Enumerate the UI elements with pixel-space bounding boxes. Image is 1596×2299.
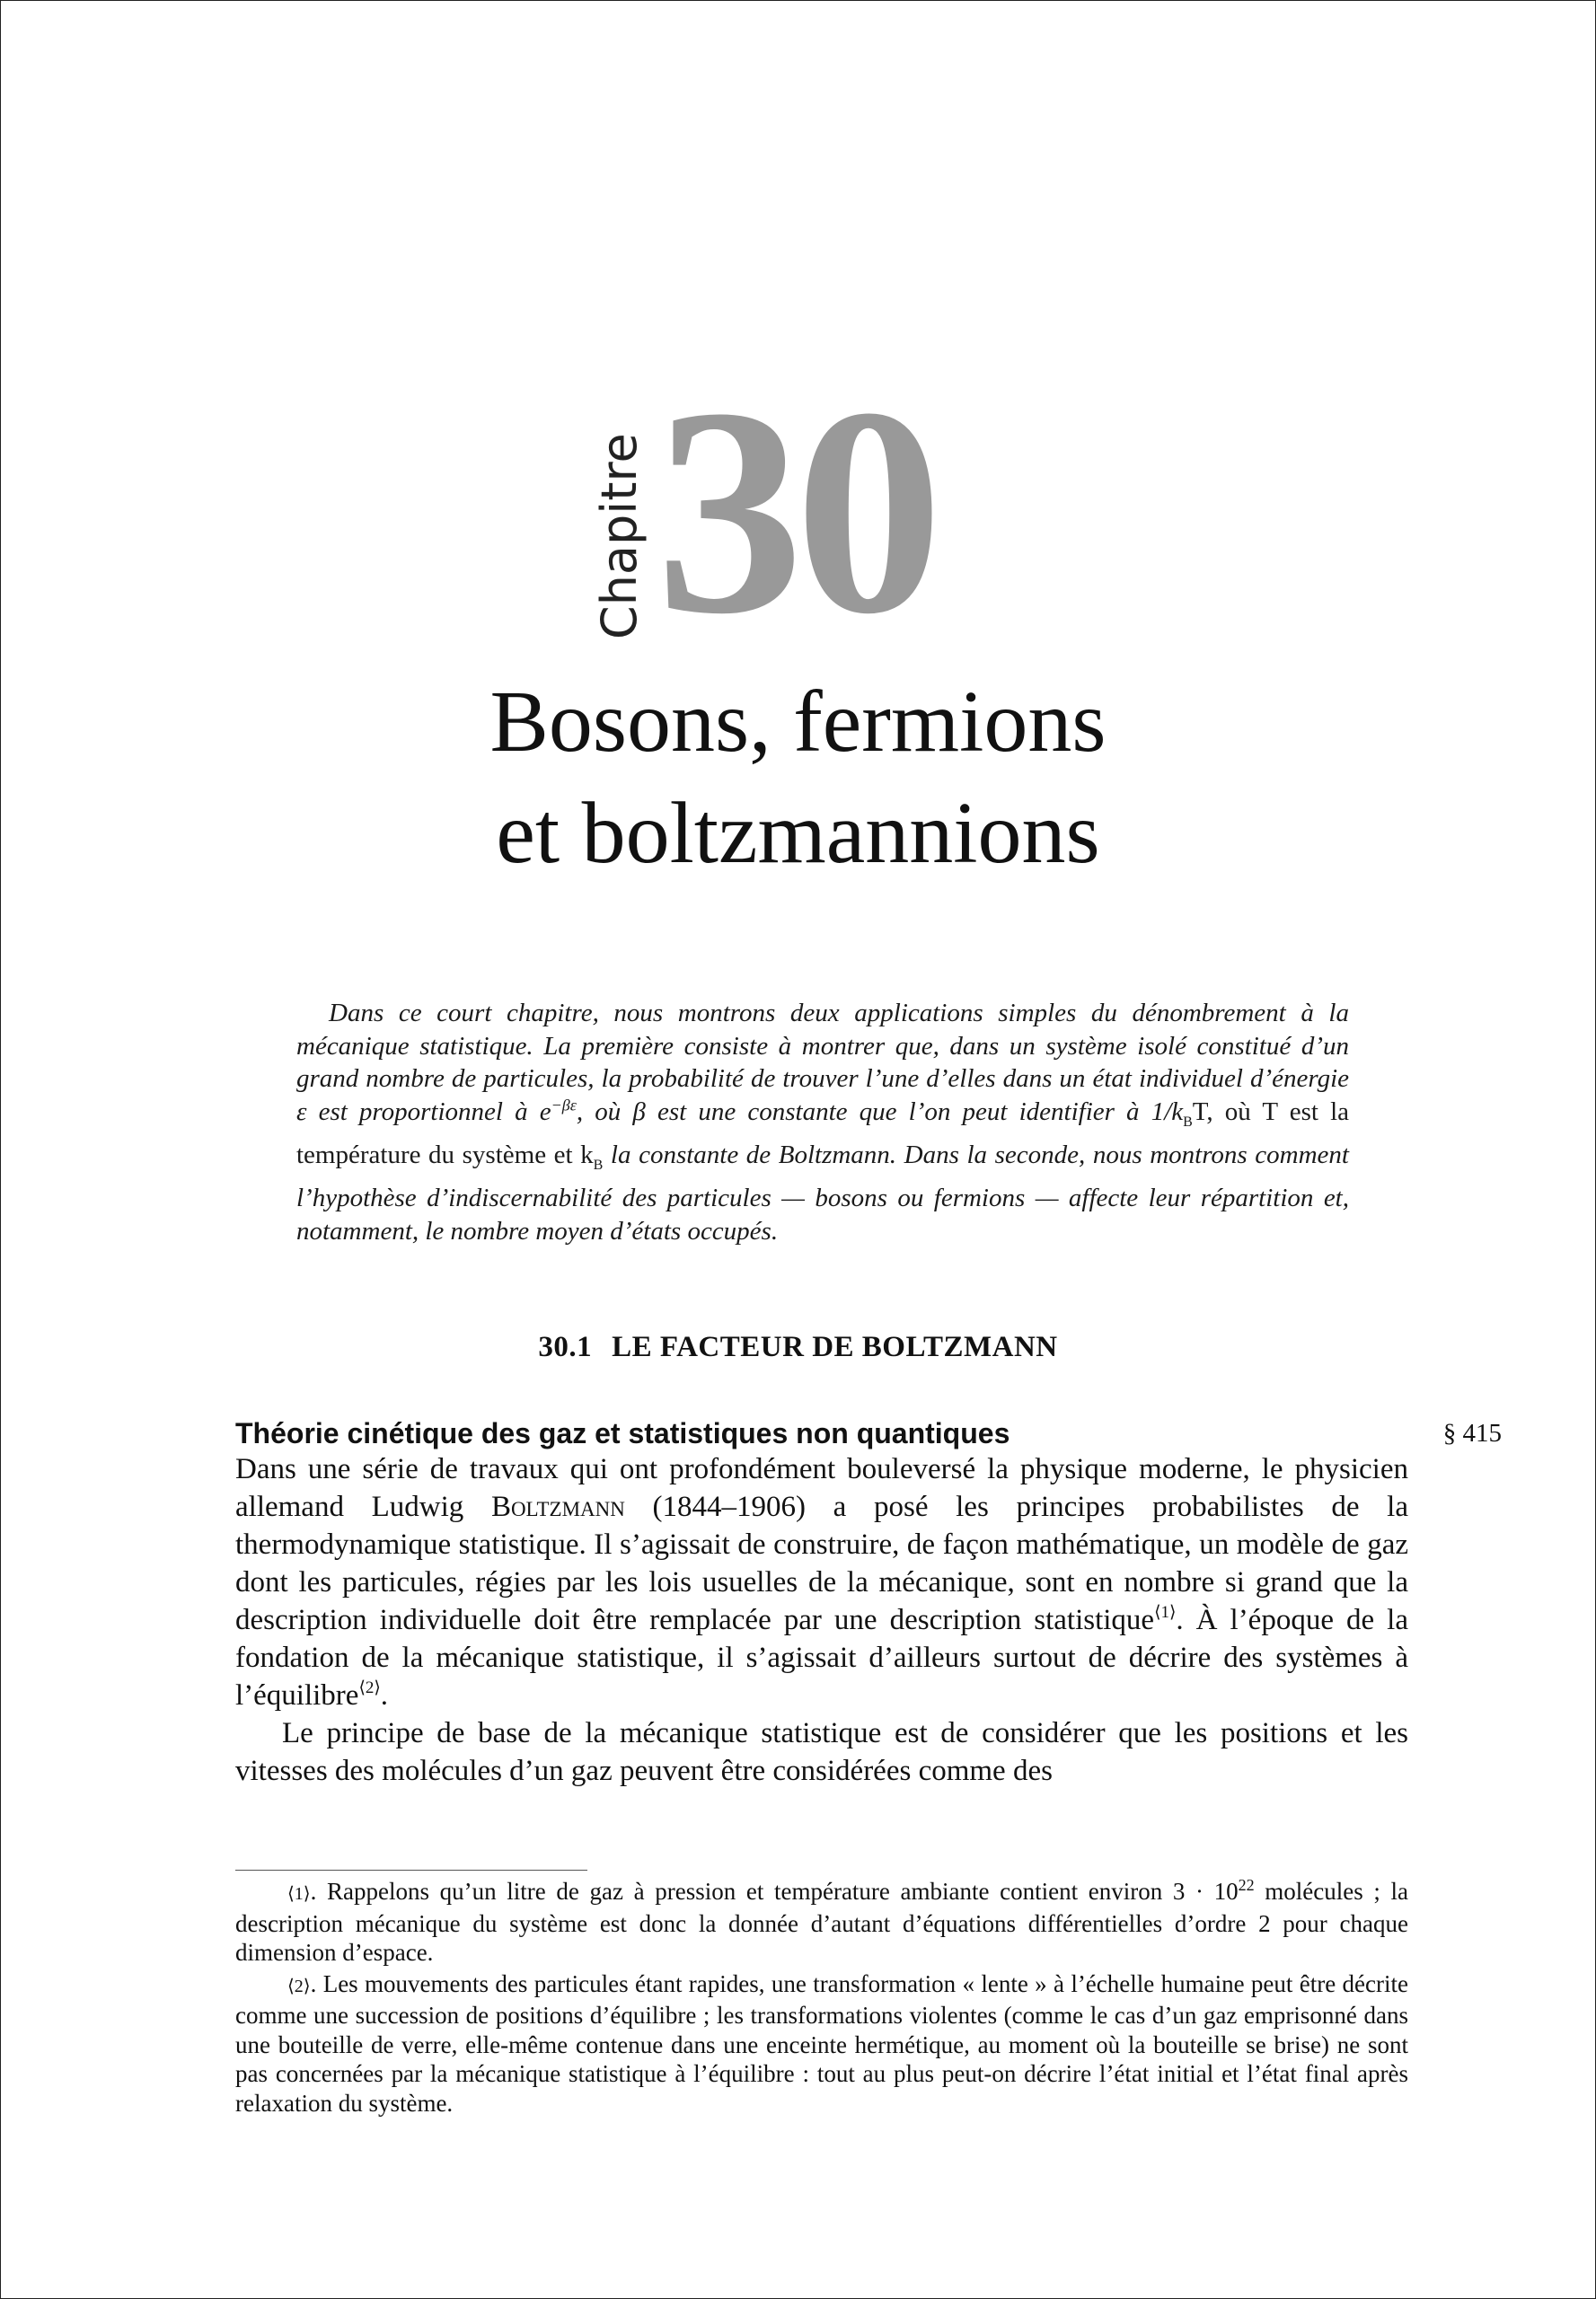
footnote-text: molécules ; la description mécanique du système est donc la donnée d’autant d’équations différentielles d’ordre 2 pour chaque dimension d’espace. (235, 1878, 1409, 1966)
subsection-heading (235, 1414, 1502, 1452)
abstract-exponent: −βε (551, 1095, 577, 1114)
abstract-subscript: B (593, 1157, 604, 1173)
person-name: Boltzmann (490, 1491, 625, 1523)
margin-reference: § 415 (1442, 1419, 1502, 1448)
footnote-marker[interactable]: ⟨2⟩ (358, 1678, 381, 1697)
footnote-1 (235, 1877, 1408, 1968)
subsection-title: Théorie cinétique des gaz et statistiques non quantiques (235, 1417, 1010, 1449)
abstract-text: T, où T est la température du système et k (296, 1097, 1349, 1169)
footnote-2 (235, 1969, 1408, 2118)
abstract-subscript: B (1183, 1114, 1193, 1130)
abstract-paragraph (296, 997, 1349, 1247)
body-paragraph-1 (235, 1450, 1408, 1714)
section-number: 30.1 (538, 1331, 593, 1363)
footnote-text: . Les mouvements des particules étant rapides, une transformation « lente » à l’échelle humaine peut être décrite comme une succession de positions d’équilibre ; les transformations violentes (comme le cas d’un gaz emprisonné dans une bouteille de verre, elle-même contenue dans une enceinte hermétique, au moment où la bouteille se brise) ne sont pas concernées par la mécanique statistique à l’équilibre : tout au plus peut-on décrire l’état initial et l’état final après relaxation du système. (235, 1969, 1408, 2117)
body-text-run: . À l’époque de la fondation de la mécanique statistique, il s’agissait d’ailleurs surtout de décrire des systèmes à l’équilibre (235, 1604, 1408, 1712)
footnote-number: ⟨2⟩ (287, 1976, 311, 1996)
footnote-number: ⟨1⟩ (287, 1884, 311, 1904)
abstract-text: Dans ce court chapitre, nous montrons deux applications simples du dénombrement à la mécanique statistique. La première consiste à montrer que, dans un système isolé constitué d’un grand nombre de particules, la probabilité de trouver l’une d’elles dans un état individuel d’énergie ε est proportionnel à e (296, 999, 1349, 1126)
body-text-run: . (380, 1679, 389, 1712)
chapter-title-line-2: et boltzmannions (496, 785, 1100, 882)
footnote-exponent: 22 (1238, 1876, 1255, 1894)
body-paragraph-2: Le principe de base de la mécanique statistique est de considérer que les positions et les vitesses des molécules d’un gaz peuvent être considérées comme des (235, 1717, 1408, 1787)
abstract-text: la constante de Boltzmann. Dans la seconde, nous montrons comment l’hypothèse d’indiscernabilité des particules — bosons ou fermions — affecte leur répartition et, notamment, le nombre moyen d’états occupés. (296, 1140, 1349, 1246)
body-text-run: (1844–1906) a posé les principes probabilistes de la thermodynamique statistique. Il s’agissait de construire, de façon mathématique, un modèle de gaz dont les particules, régies par les lois usuelles de la mécanique, sont en nombre si grand que la description individuelle doit être remplacée par une description statistique (235, 1491, 1409, 1636)
footnotes (235, 1877, 1408, 2119)
chapter-title-line-1: Bosons, fermions (489, 674, 1107, 771)
section-heading (0, 1329, 1596, 1365)
footnote-text: . Rappelons qu’un litre de gaz à pression et température ambiante contient environ 3 · 10 (310, 1878, 1239, 1905)
section-title: LE FACTEUR DE BOLTZMANN (612, 1331, 1058, 1363)
chapter-number: 30 (656, 348, 934, 675)
footnote-separator (235, 1870, 587, 1871)
body-text (235, 1450, 1408, 1790)
body-text-run: Dans une série de travaux qui ont profondément bouleversé la physique moderne, le physicien allemand Ludwig (235, 1453, 1408, 1523)
footnote-marker[interactable]: ⟨1⟩ (1154, 1603, 1177, 1622)
chapter-abstract (296, 997, 1349, 1247)
chapter-label: Chapitre (591, 433, 648, 639)
abstract-text: , où β est une constante que l’on peut identifier à 1/k (576, 1097, 1184, 1126)
chapter-title (0, 666, 1596, 889)
